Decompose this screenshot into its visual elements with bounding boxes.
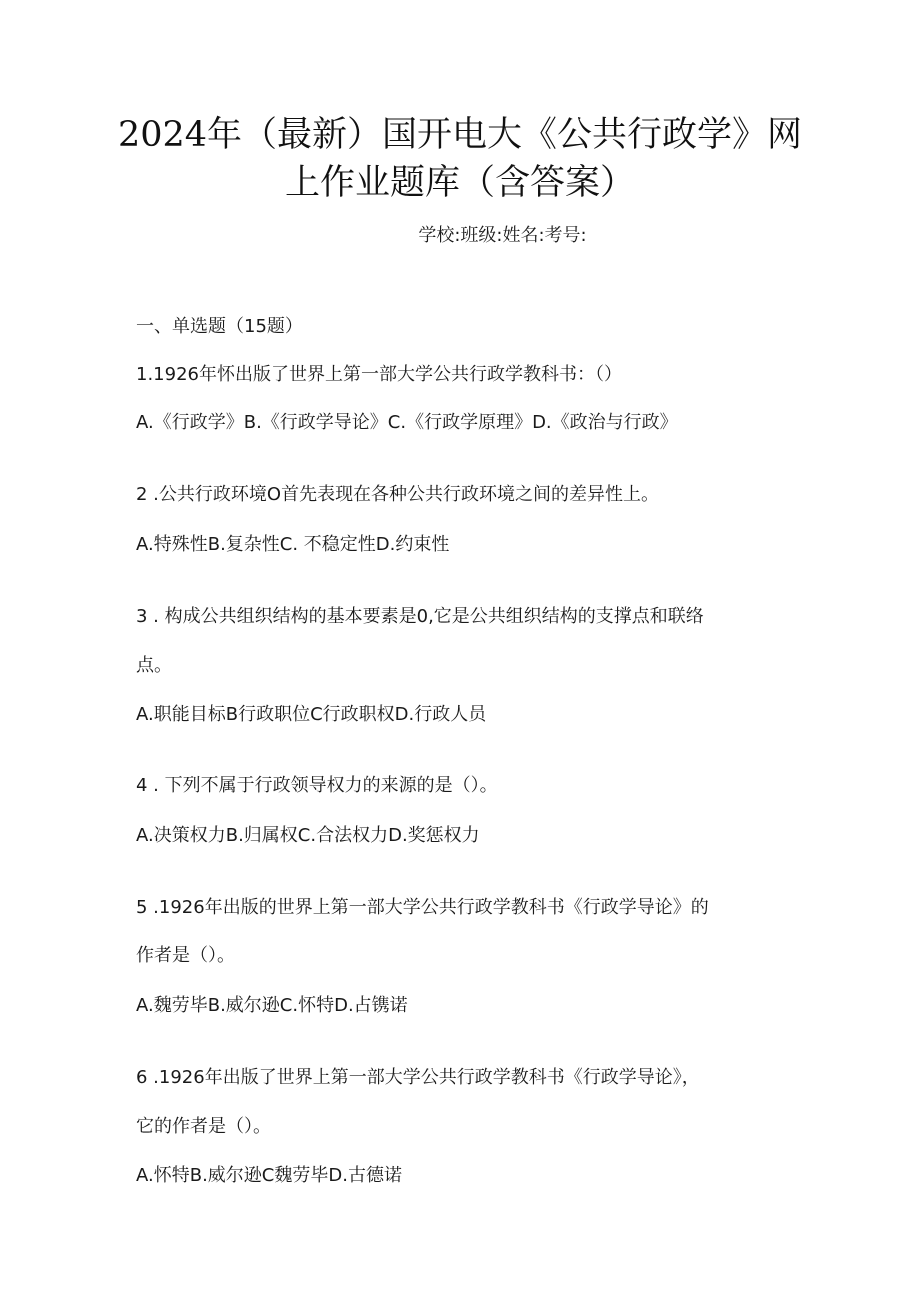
question-5-stem-line-2: 作者是（）。 [136,945,235,966]
title-line-2: 上作业题库（含答案） [284,163,635,203]
question-3-options: A.职能目标B行政职位C行政职权D.行政人员 [136,704,487,725]
question-6-stem-line-1: 6 .1926年出版了世界上第一部大学公共行政学教科书《行政学导论》， [136,1067,700,1088]
question-5-options: A.魏劳毕B.威尔逊C.怀特D.占镌诺 [136,995,408,1016]
question-6-options: A.怀特B.威尔逊C魏劳毕D.古德诺 [136,1165,402,1186]
question-6-stem-line-2: 它的作者是（）。 [136,1116,271,1137]
question-1-options: A.《行政学》B.《行政学导论》C.《行政学原理》D.《政治与行政》 [136,412,678,433]
question-4-options: A.决策权力B.归属权C.合法权力D.奖惩权力 [136,825,480,846]
question-2-stem: 2 .公共行政环境O首先表现在各种公共行政环境之间的差异性上。 [136,484,660,505]
title-line-1: 2024年（最新）国开电大《公共行政学》网 [117,115,803,155]
question-2-options: A.特殊性B.复杂性C. 不稳定性D.约束性 [136,534,450,555]
question-4-stem: 4 . 下列不属于行政领导权力的来源的是（）。 [136,775,498,796]
question-5-stem-line-1: 5 .1926年出版的世界上第一部大学公共行政学教科书《行政学导论》的 [136,897,709,918]
section-heading: 一、单选题（15题） [136,316,303,337]
question-1-stem: 1.1926年怀出版了世界上第一部大学公共行政学教科书：（） [136,364,622,385]
question-3-stem-line-1: 3 . 构成公共组织结构的基本要素是0,它是公共组织结构的支撑点和联络 [136,606,704,627]
student-info-line: 学校:班级:姓名:考号: [418,225,587,246]
question-3-stem-line-2: 点。 [136,655,172,676]
